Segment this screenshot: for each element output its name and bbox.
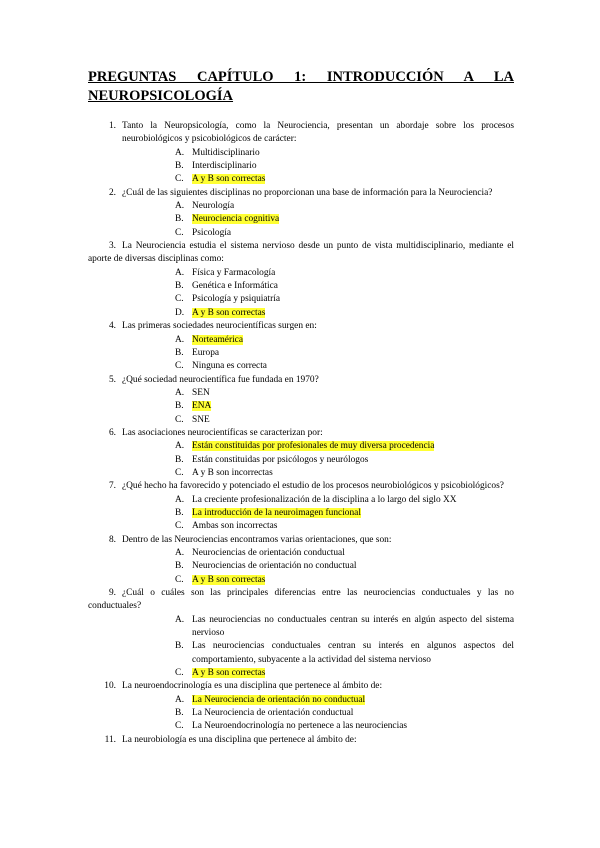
option-letter: C. bbox=[175, 414, 184, 425]
answer-option bbox=[122, 694, 514, 707]
answer-option bbox=[122, 454, 514, 467]
question-item bbox=[88, 120, 514, 187]
option-letter: C. bbox=[175, 294, 184, 305]
option-letter: A. bbox=[175, 201, 185, 212]
option-text: Neurociencias de orientación conductual bbox=[192, 548, 345, 558]
option-text: Neurociencias de orientación no conductual bbox=[192, 561, 357, 572]
highlighted-answer-text: La introducción de la neuroimagen funcional bbox=[192, 507, 361, 518]
option-list bbox=[122, 334, 514, 374]
option-letter: A. bbox=[175, 548, 185, 558]
question-number: 8. bbox=[108, 534, 116, 545]
answer-option bbox=[122, 160, 514, 173]
question-item bbox=[88, 534, 514, 587]
question-text: La neurobiología es una disciplina que pertenece al ámbito de: bbox=[122, 734, 357, 745]
option-text: La creciente profesionalización de la disciplina a lo largo del siglo XX bbox=[192, 494, 457, 505]
option-letter: C. bbox=[175, 668, 184, 679]
highlighted-answer-text: La Neurociencia de orientación no conductual bbox=[192, 694, 366, 705]
option-list bbox=[122, 694, 514, 734]
option-text: Física y Farmacología bbox=[192, 267, 276, 278]
question-text: La neuroendocrinología es una disciplina que pertenece al ámbito de: bbox=[122, 681, 383, 692]
title-line-1: PREGUNTAS CAPÍTULO 1: INTRODUCCIÓN A LA bbox=[88, 69, 514, 85]
question-item bbox=[88, 374, 514, 427]
option-text: SEN bbox=[192, 387, 210, 398]
option-list bbox=[122, 200, 514, 240]
option-letter: A. bbox=[175, 441, 185, 452]
option-text: Psicología y psiquiatría bbox=[192, 294, 281, 305]
option-list bbox=[122, 267, 514, 320]
highlighted-answer-text: A y B son correctas bbox=[192, 574, 266, 585]
answer-option bbox=[122, 334, 514, 347]
question-text: Tanto la Neuropsicología, como la Neurociencia, presentan un abordaje sobre los procesos neurobiológicos y psicobiológicos de carácter: bbox=[122, 121, 514, 145]
option-letter: D. bbox=[175, 307, 185, 318]
option-letter: C. bbox=[175, 227, 184, 238]
question-number: 6. bbox=[108, 427, 116, 438]
option-text: Neurología bbox=[192, 201, 235, 212]
question-text: ¿Cuál o cuáles son las principales diferencias entre las neurociencias conductuales y las no conductuales? bbox=[88, 588, 514, 612]
option-text: Interdisciplinario bbox=[192, 161, 257, 172]
option-text: Ninguna es correcta bbox=[192, 361, 267, 372]
question-item bbox=[88, 587, 514, 680]
question-item bbox=[88, 240, 514, 320]
question-item bbox=[88, 680, 514, 733]
option-list bbox=[122, 147, 514, 187]
option-text: Genética e Informática bbox=[192, 281, 278, 292]
answer-option bbox=[122, 507, 514, 520]
answer-option bbox=[122, 614, 514, 641]
option-text: A y B son incorrectas bbox=[192, 467, 273, 478]
answer-option bbox=[122, 293, 514, 306]
answer-option bbox=[122, 267, 514, 280]
question-text: ¿Qué sociedad neurocientífica fue fundada en 1970? bbox=[122, 374, 319, 385]
question-item bbox=[88, 480, 514, 533]
option-list bbox=[122, 547, 514, 587]
title-line-2: NEUROPSICOLOGÍA bbox=[88, 88, 234, 104]
option-letter: B. bbox=[175, 641, 184, 652]
option-letter: A. bbox=[175, 334, 185, 345]
question-text: Las asociaciones neurocientíficas se caracterizan por: bbox=[122, 427, 323, 438]
option-list bbox=[122, 387, 514, 427]
option-letter: A. bbox=[175, 494, 185, 505]
option-list bbox=[122, 494, 514, 534]
option-letter: C. bbox=[175, 467, 184, 478]
option-letter: B. bbox=[175, 161, 184, 172]
option-letter: B. bbox=[175, 401, 184, 412]
option-letter: C. bbox=[175, 574, 184, 585]
question-number: 10. bbox=[104, 681, 116, 692]
option-letter: B. bbox=[175, 347, 184, 358]
option-text: SNE bbox=[192, 414, 210, 425]
question-number: 2. bbox=[108, 187, 116, 198]
question-number: 4. bbox=[108, 321, 116, 332]
question-number: 9. bbox=[108, 588, 116, 599]
question-item bbox=[88, 734, 514, 747]
option-list bbox=[122, 440, 514, 480]
option-letter: A. bbox=[175, 614, 185, 625]
highlighted-answer-text: ENA bbox=[192, 401, 212, 412]
answer-option bbox=[122, 467, 514, 480]
answer-option bbox=[122, 667, 514, 680]
option-text: Psicología bbox=[192, 227, 232, 238]
question-text: Las primeras sociedades neurocientíficas surgen en: bbox=[122, 321, 317, 332]
option-letter: A. bbox=[175, 147, 185, 158]
option-letter: B. bbox=[175, 214, 184, 225]
option-text: La Neuroendocrinología no pertenece a las neurociencias bbox=[192, 721, 408, 732]
answer-option bbox=[122, 213, 514, 226]
option-text: Multidisciplinario bbox=[192, 147, 260, 158]
option-letter: B. bbox=[175, 561, 184, 572]
answer-option bbox=[122, 227, 514, 240]
option-letter: A. bbox=[175, 267, 185, 278]
answer-option bbox=[122, 574, 514, 587]
answer-option bbox=[122, 347, 514, 360]
question-text: ¿Cuál de las siguientes disciplinas no proporcionan una base de información para la Neurociencia? bbox=[122, 187, 493, 198]
answer-option bbox=[122, 494, 514, 507]
question-number: 11. bbox=[104, 734, 116, 745]
question-item bbox=[88, 320, 514, 373]
answer-option bbox=[122, 147, 514, 160]
question-text: La Neurociencia estudia el sistema nervioso desde un punto de vista multidisciplinario, mediante el aporte de diversas disciplinas como: bbox=[88, 241, 514, 265]
option-text: Las neurociencias conductuales centran su interés en algunos aspectos del comportamiento, subyacente a la actividad del sistema nervioso bbox=[192, 641, 514, 665]
question-number: 7. bbox=[108, 481, 116, 492]
highlighted-answer-text: A y B son correctas bbox=[192, 307, 266, 318]
option-text: Europa bbox=[192, 347, 220, 358]
answer-option bbox=[122, 520, 514, 533]
answer-option bbox=[122, 547, 514, 560]
option-text: La Neurociencia de orientación conductual bbox=[192, 708, 354, 719]
option-letter: A. bbox=[175, 694, 185, 705]
answer-option bbox=[122, 280, 514, 293]
question-text: Dentro de las Neurociencias encontramos varias orientaciones, que son: bbox=[122, 534, 392, 545]
page-title bbox=[88, 68, 514, 106]
question-item bbox=[88, 427, 514, 480]
option-letter: C. bbox=[175, 174, 184, 185]
answer-option bbox=[122, 400, 514, 413]
option-letter: C. bbox=[175, 521, 184, 532]
answer-option bbox=[122, 387, 514, 400]
option-letter: A. bbox=[175, 387, 185, 398]
option-letter: B. bbox=[175, 507, 184, 518]
answer-option bbox=[122, 414, 514, 427]
answer-option bbox=[122, 173, 514, 186]
answer-option bbox=[122, 200, 514, 213]
option-letter: B. bbox=[175, 281, 184, 292]
answer-option bbox=[122, 360, 514, 373]
answer-option bbox=[122, 307, 514, 320]
question-number: 5. bbox=[108, 374, 116, 385]
question-number: 3. bbox=[108, 241, 116, 252]
question-text: ¿Qué hecho ha favorecido y potenciado el estudio de los procesos neurobiológicos y psicobiológicos? bbox=[122, 481, 504, 492]
highlighted-answer-text: Neurociencia cognitiva bbox=[192, 214, 280, 225]
highlighted-answer-text: A y B son correctas bbox=[192, 668, 266, 679]
answer-option bbox=[122, 720, 514, 733]
question-list bbox=[88, 120, 514, 747]
question-number: 1. bbox=[108, 121, 116, 131]
highlighted-answer-text: Norteamérica bbox=[192, 334, 244, 345]
document-page bbox=[88, 68, 514, 747]
option-text: Las neurociencias no conductuales centran su interés en algún aspecto del sistema nervioso bbox=[192, 614, 514, 639]
option-letter: C. bbox=[175, 361, 184, 372]
option-text: Están constituidas por psicólogos y neurólogos bbox=[192, 454, 369, 465]
question-item bbox=[88, 187, 514, 240]
option-list bbox=[122, 614, 514, 681]
answer-option bbox=[122, 640, 514, 667]
answer-option bbox=[122, 707, 514, 720]
answer-option bbox=[122, 440, 514, 453]
option-letter: B. bbox=[175, 708, 184, 719]
option-letter: C. bbox=[175, 721, 184, 732]
option-text: Ambas son incorrectas bbox=[192, 521, 278, 532]
highlighted-answer-text: Están constituidas por profesionales de muy diversa procedencia bbox=[192, 441, 435, 452]
option-letter: B. bbox=[175, 454, 184, 465]
answer-option bbox=[122, 560, 514, 573]
highlighted-answer-text: A y B son correctas bbox=[192, 174, 266, 185]
